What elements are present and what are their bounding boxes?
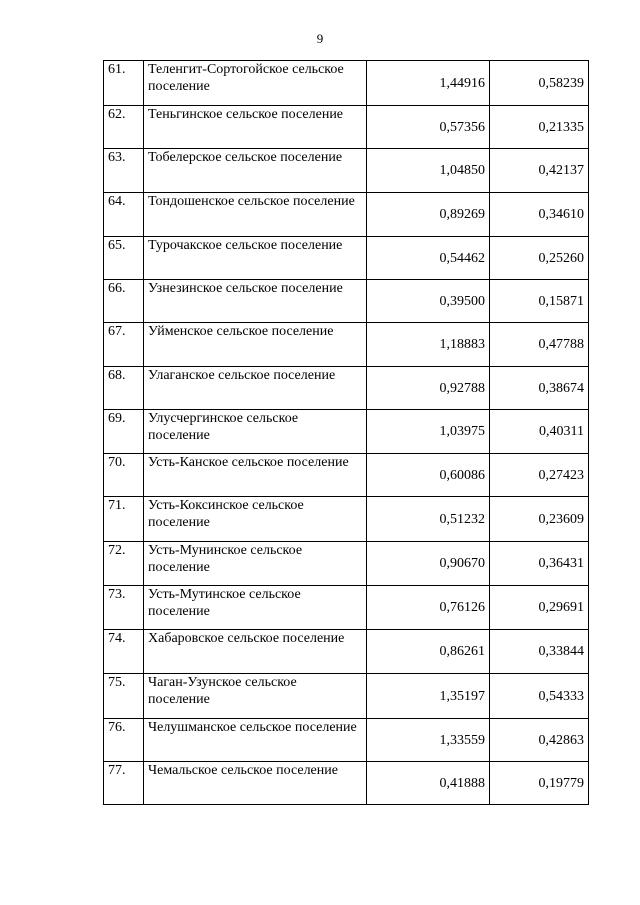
settlement-name: Тобелерское сельское поселение xyxy=(144,149,367,193)
table-row xyxy=(104,542,589,586)
settlement-name: Усть-Канское сельское поселение xyxy=(144,454,367,497)
settlement-name: Улаганское сельское поселение xyxy=(144,367,367,410)
row-number: 74. xyxy=(104,630,144,674)
settlement-name: Усть-Мутинское сельское поселение xyxy=(144,586,367,630)
value-1: 0,57356 xyxy=(367,106,490,149)
value-2: 0,25260 xyxy=(490,237,589,280)
value-2: 0,19779 xyxy=(490,762,589,805)
value-1: 0,76126 xyxy=(367,586,490,630)
value-2: 0,21335 xyxy=(490,106,589,149)
page-number: 9 xyxy=(316,31,324,46)
value-2: 0,42863 xyxy=(490,719,589,762)
value-2: 0,54333 xyxy=(490,674,589,719)
value-1: 0,86261 xyxy=(367,630,490,674)
settlement-name: Теньгинское сельское поселение xyxy=(144,106,367,149)
table-row xyxy=(104,719,589,762)
value-1: 1,03975 xyxy=(367,410,490,454)
value-1: 0,92788 xyxy=(367,367,490,410)
table-row xyxy=(104,497,589,542)
table-row xyxy=(104,323,589,367)
settlement-name: Усть-Коксинское сельское поселение xyxy=(144,497,367,542)
table-row xyxy=(104,280,589,323)
row-number: 70. xyxy=(104,454,144,497)
value-2: 0,40311 xyxy=(490,410,589,454)
value-1: 1,44916 xyxy=(367,61,490,106)
value-2: 0,33844 xyxy=(490,630,589,674)
table-row xyxy=(104,674,589,719)
table-row xyxy=(104,630,589,674)
table-row xyxy=(104,106,589,149)
value-1: 0,60086 xyxy=(367,454,490,497)
value-1: 0,39500 xyxy=(367,280,490,323)
value-2: 0,36431 xyxy=(490,542,589,586)
settlement-name: Чемальское сельское поселение xyxy=(144,762,367,805)
value-1: 0,89269 xyxy=(367,193,490,237)
settlement-name: Тондошенское сельское поселение xyxy=(144,193,367,237)
value-2: 0,42137 xyxy=(490,149,589,193)
table-row xyxy=(104,149,589,193)
row-number: 68. xyxy=(104,367,144,410)
value-1: 0,41888 xyxy=(367,762,490,805)
row-number: 61. xyxy=(104,61,144,106)
table-row xyxy=(104,410,589,454)
settlement-name: Турочакское сельское поселение xyxy=(144,237,367,280)
row-number: 63. xyxy=(104,149,144,193)
row-number: 76. xyxy=(104,719,144,762)
row-number: 77. xyxy=(104,762,144,805)
table-row xyxy=(104,762,589,805)
value-2: 0,27423 xyxy=(490,454,589,497)
table-row xyxy=(104,193,589,237)
value-2: 0,34610 xyxy=(490,193,589,237)
value-1: 1,35197 xyxy=(367,674,490,719)
value-1: 0,54462 xyxy=(367,237,490,280)
settlement-name: Хабаровское сельское поселение xyxy=(144,630,367,674)
settlement-name: Уйменское сельское поселение xyxy=(144,323,367,367)
row-number: 72. xyxy=(104,542,144,586)
table-body xyxy=(104,61,589,805)
row-number: 71. xyxy=(104,497,144,542)
row-number: 73. xyxy=(104,586,144,630)
value-2: 0,15871 xyxy=(490,280,589,323)
value-2: 0,23609 xyxy=(490,497,589,542)
row-number: 67. xyxy=(104,323,144,367)
value-2: 0,38674 xyxy=(490,367,589,410)
value-1: 0,90670 xyxy=(367,542,490,586)
settlement-name: Усть-Мунинское сельское поселение xyxy=(144,542,367,586)
row-number: 62. xyxy=(104,106,144,149)
row-number: 75. xyxy=(104,674,144,719)
value-1: 1,18883 xyxy=(367,323,490,367)
settlement-name: Узнезинское сельское поселение xyxy=(144,280,367,323)
settlement-name: Челушманское сельское поселение xyxy=(144,719,367,762)
settlement-name: Чаган-Узунское сельское поселение xyxy=(144,674,367,719)
row-number: 66. xyxy=(104,280,144,323)
value-2: 0,29691 xyxy=(490,586,589,630)
table-row xyxy=(104,61,589,106)
row-number: 65. xyxy=(104,237,144,280)
value-1: 1,33559 xyxy=(367,719,490,762)
value-1: 1,04850 xyxy=(367,149,490,193)
value-2: 0,58239 xyxy=(490,61,589,106)
value-2: 0,47788 xyxy=(490,323,589,367)
value-1: 0,51232 xyxy=(367,497,490,542)
table-row xyxy=(104,454,589,497)
settlement-name: Теленгит-Сортогойское сельское поселение xyxy=(144,61,367,106)
settlement-name: Улусчергинское сельское поселение xyxy=(144,410,367,454)
row-number: 64. xyxy=(104,193,144,237)
table-row xyxy=(104,367,589,410)
table-row xyxy=(104,237,589,280)
table-row xyxy=(104,586,589,630)
row-number: 69. xyxy=(104,410,144,454)
settlements-table xyxy=(103,60,589,805)
